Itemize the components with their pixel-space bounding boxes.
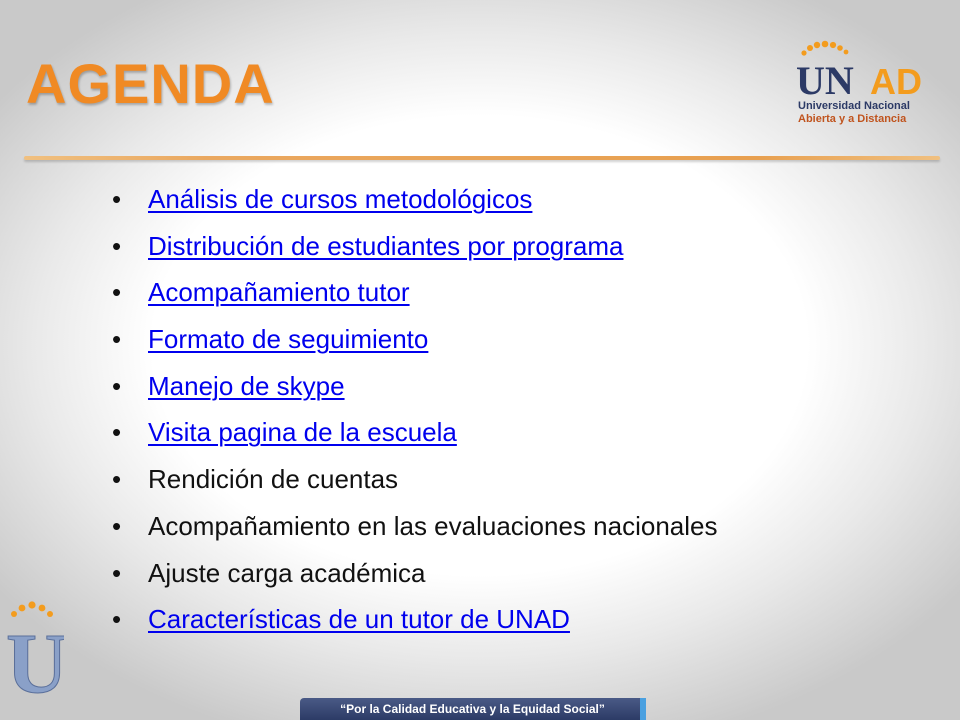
agenda-item-label: Rendición de cuentas <box>148 464 399 495</box>
footer-accent <box>640 698 646 720</box>
bullet-icon: • <box>112 324 122 355</box>
footer-slogan: “Por la Calidad Educativa y la Equidad Social” <box>300 698 645 720</box>
agenda-list <box>112 176 717 643</box>
agenda-item <box>112 503 717 550</box>
bullet-icon: • <box>112 370 122 401</box>
logo-wordmark-ad: AD <box>870 61 922 100</box>
logo-wordmark-un: UN <box>796 58 854 100</box>
bullet-icon: • <box>112 230 122 261</box>
unad-logo <box>792 38 932 128</box>
bullet-icon: • <box>112 510 122 541</box>
agenda-item-link[interactable]: Manejo de skype <box>148 370 345 401</box>
agenda-item-link[interactable]: Formato de seguimiento <box>148 324 429 355</box>
agenda-item[interactable] <box>112 363 717 410</box>
bullet-icon: • <box>112 464 122 495</box>
title-divider <box>24 156 940 160</box>
side-unad-logo <box>4 600 64 710</box>
bullet-icon: • <box>112 604 122 635</box>
logo-line-2: Abierta y a Distancia <box>798 113 907 125</box>
agenda-item[interactable] <box>112 596 717 643</box>
side-logo-mark <box>4 600 64 710</box>
agenda-item[interactable] <box>112 176 717 223</box>
agenda-item[interactable] <box>112 269 717 316</box>
slide-title: AGENDA <box>26 52 275 115</box>
agenda-item <box>112 550 717 597</box>
bullet-icon: • <box>112 557 122 588</box>
unad-logo-mark <box>792 38 932 100</box>
agenda-item <box>112 456 717 503</box>
agenda-item-link[interactable]: Distribución de estudiantes por programa <box>148 230 624 261</box>
agenda-item[interactable] <box>112 409 717 456</box>
bullet-icon: • <box>112 277 122 308</box>
agenda-item-label: Ajuste carga académica <box>148 557 426 588</box>
agenda-item-link[interactable]: Acompañamiento tutor <box>148 277 410 308</box>
agenda-item-link[interactable]: Análisis de cursos metodológicos <box>148 184 533 214</box>
agenda-item-link[interactable]: Visita pagina de la escuela <box>148 417 457 448</box>
bullet-icon: • <box>112 417 122 448</box>
agenda-item-link[interactable]: Características de un tutor de UNAD <box>148 604 570 635</box>
agenda-item[interactable] <box>112 223 717 270</box>
bullet-icon: • <box>112 184 122 214</box>
logo-line-1: Universidad Nacional <box>798 100 910 112</box>
agenda-item-label: Acompañamiento en las evaluaciones nacionales <box>148 510 718 541</box>
side-logo-letter: U <box>6 615 64 710</box>
agenda-item[interactable] <box>112 316 717 363</box>
